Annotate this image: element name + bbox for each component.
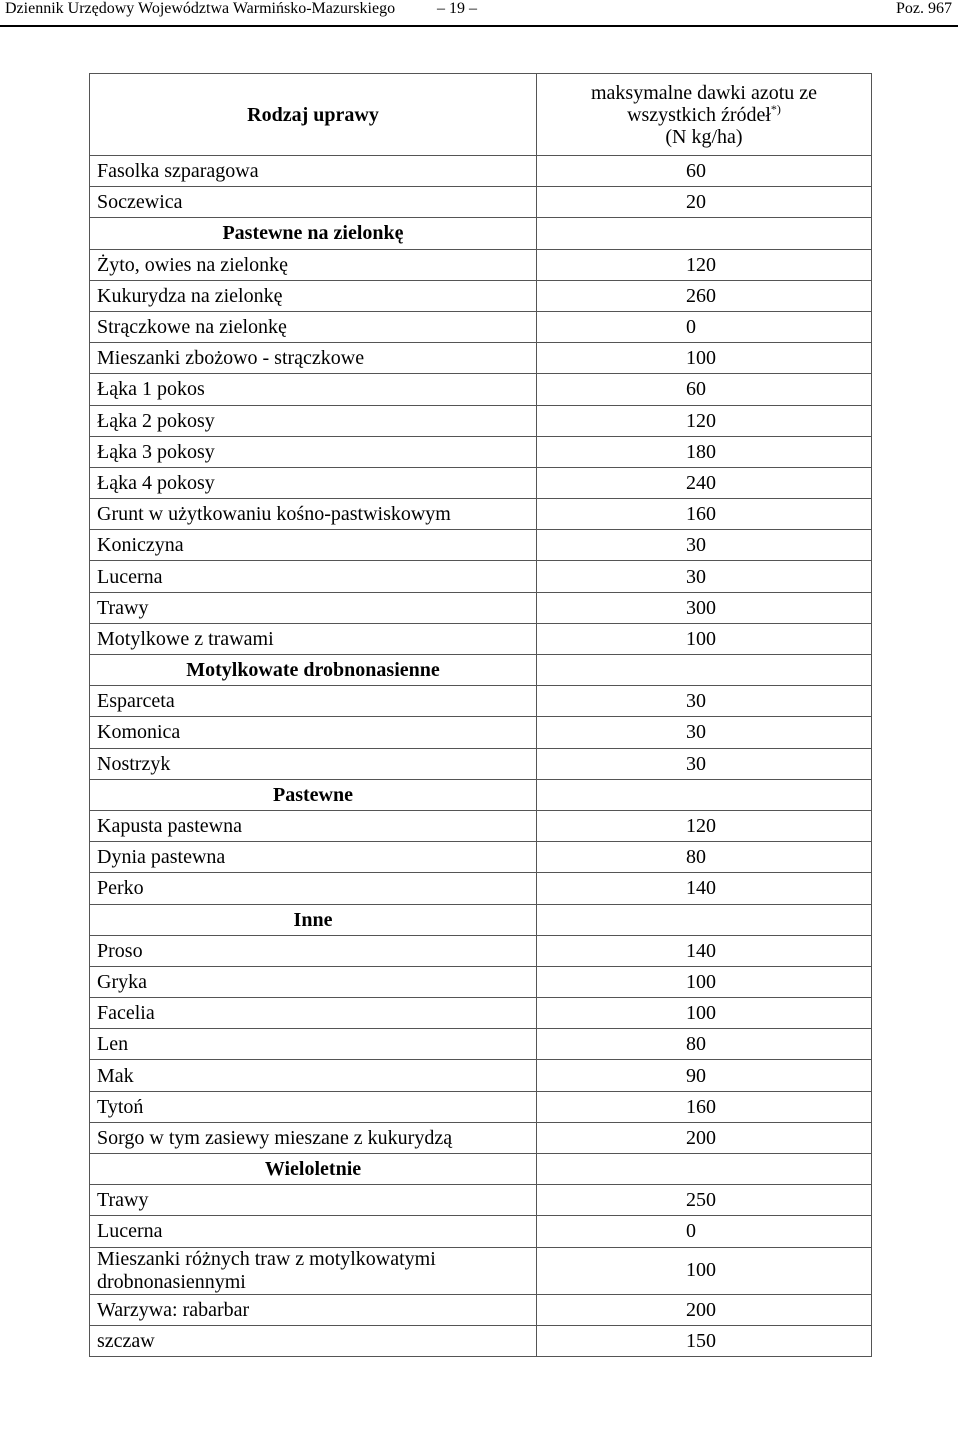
- crop-name: Gryka: [90, 966, 537, 997]
- dose-value: 260: [686, 284, 716, 307]
- crop-name: Fasolka szparagowa: [90, 156, 537, 187]
- table-row: [90, 1325, 872, 1356]
- crop-name: Strączkowe na zielonkę: [90, 311, 537, 342]
- table-row: [90, 1091, 872, 1122]
- table-row: [90, 1294, 872, 1325]
- section-row: [90, 1154, 872, 1185]
- dose-cell: [537, 842, 872, 873]
- crop-name: Facelia: [90, 998, 537, 1029]
- dose-cell: [537, 717, 872, 748]
- dose-cell: [537, 467, 872, 498]
- crop-name: Warzywa: rabarbar: [90, 1294, 537, 1325]
- dose-value: 200: [686, 1126, 716, 1149]
- table-row: [90, 311, 872, 342]
- table-row: [90, 499, 872, 530]
- crop-name: Motylkowe z trawami: [90, 623, 537, 654]
- section-row: [90, 779, 872, 810]
- dose-value: 20: [686, 191, 706, 214]
- dose-cell: [537, 623, 872, 654]
- journal-title: Dziennik Urzędowy Województwa Warmińsko-Mazurskiego: [5, 0, 396, 17]
- dose-value: 120: [686, 815, 716, 838]
- dose-value: 30: [686, 752, 706, 775]
- crop-name: Mieszanki zbożowo - strączkowe: [90, 343, 537, 374]
- dose-value: 30: [686, 721, 706, 744]
- dose-cell: [537, 1325, 872, 1356]
- dose-value: 150: [686, 1329, 716, 1352]
- empty-cell: [537, 655, 872, 686]
- dose-cell: [537, 156, 872, 187]
- dose-cell: [537, 1185, 872, 1216]
- table-row: [90, 561, 872, 592]
- dose-value: 100: [686, 347, 716, 370]
- crop-name: Trawy: [90, 1185, 537, 1216]
- dose-value: 30: [686, 565, 706, 588]
- table-row: [90, 1216, 872, 1247]
- crop-name: Mak: [90, 1060, 537, 1091]
- table-row: [90, 686, 872, 717]
- dose-cell: [537, 810, 872, 841]
- section-row: [90, 218, 872, 249]
- max-dose-header: [537, 74, 872, 156]
- dose-value: 120: [686, 409, 716, 432]
- dose-cell: [537, 499, 872, 530]
- dose-value: 60: [686, 160, 706, 183]
- table-header-row: [90, 74, 872, 156]
- crop-name: szczaw: [90, 1325, 537, 1356]
- dose-cell: [537, 998, 872, 1029]
- dose-value: 300: [686, 596, 716, 619]
- dose-cell: [537, 748, 872, 779]
- dose-cell: [537, 1122, 872, 1153]
- dose-value: 160: [686, 1095, 716, 1118]
- table-row: [90, 842, 872, 873]
- table-row: [90, 717, 872, 748]
- dose-value: 100: [686, 1002, 716, 1025]
- dose-value: 160: [686, 503, 716, 526]
- table-row: [90, 998, 872, 1029]
- section-row: [90, 655, 872, 686]
- dose-value: 30: [686, 534, 706, 557]
- table-row: [90, 1247, 872, 1294]
- table-row: [90, 374, 872, 405]
- dose-cell: [537, 1091, 872, 1122]
- table-row: [90, 935, 872, 966]
- table-row: [90, 873, 872, 904]
- dose-cell: [537, 343, 872, 374]
- dose-value: 180: [686, 440, 716, 463]
- dose-value: 100: [686, 970, 716, 993]
- table-row: [90, 810, 872, 841]
- dose-cell: [537, 966, 872, 997]
- dose-value: 0: [686, 316, 696, 339]
- crop-name: Łąka 4 pokosy: [90, 467, 537, 498]
- section-title: Wieloletnie: [90, 1154, 537, 1185]
- table-row: [90, 1122, 872, 1153]
- dose-cell: [537, 405, 872, 436]
- position-number: Poz. 967: [896, 0, 952, 17]
- table-row: [90, 436, 872, 467]
- crop-name: Esparceta: [90, 686, 537, 717]
- dose-cell: [537, 1029, 872, 1060]
- crop-name: Perko: [90, 873, 537, 904]
- table-row: [90, 280, 872, 311]
- nitrogen-doses-table: [89, 73, 872, 1357]
- dose-cell: [537, 311, 872, 342]
- crop-name: Tytoń: [90, 1091, 537, 1122]
- max-dose-header-line2: wszystkich źródeł: [627, 103, 771, 126]
- crop-name: Żyto, owies na zielonkę: [90, 249, 537, 280]
- table-row: [90, 530, 872, 561]
- table-row: [90, 156, 872, 187]
- dose-value: 90: [686, 1064, 706, 1087]
- header-rule: [0, 25, 958, 27]
- dose-cell: [537, 686, 872, 717]
- crop-type-header: Rodzaj uprawy: [90, 74, 537, 156]
- footnote-mark: *): [770, 101, 781, 116]
- dose-value: 80: [686, 846, 706, 869]
- section-title: Inne: [90, 904, 537, 935]
- table-row: [90, 1029, 872, 1060]
- dose-cell: [537, 1247, 872, 1294]
- crop-name: Len: [90, 1029, 537, 1060]
- dose-cell: [537, 1294, 872, 1325]
- crop-name: Nostrzyk: [90, 748, 537, 779]
- dose-value: 120: [686, 253, 716, 276]
- section-title: Pastewne na zielonkę: [90, 218, 537, 249]
- dose-value: 100: [686, 627, 716, 650]
- table-row: [90, 405, 872, 436]
- crop-name: Kapusta pastewna: [90, 810, 537, 841]
- empty-cell: [537, 779, 872, 810]
- crop-name: Kukurydza na zielonkę: [90, 280, 537, 311]
- section-title: Motylkowate drobnonasienne: [90, 655, 537, 686]
- empty-cell: [537, 904, 872, 935]
- crop-name: Łąka 3 pokosy: [90, 436, 537, 467]
- table-row: [90, 748, 872, 779]
- crop-name: Soczewica: [90, 187, 537, 218]
- dose-value: 200: [686, 1298, 716, 1321]
- max-dose-header-line1: maksymalne dawki azotu ze: [590, 81, 818, 104]
- section-row: [90, 904, 872, 935]
- page-number: – 19 –: [437, 0, 477, 17]
- crop-name: Komonica: [90, 717, 537, 748]
- section-title: Pastewne: [90, 779, 537, 810]
- dose-value: 250: [686, 1189, 716, 1212]
- crop-name: Lucerna: [90, 561, 537, 592]
- crop-name: Proso: [90, 935, 537, 966]
- table-row: [90, 467, 872, 498]
- dose-cell: [537, 530, 872, 561]
- dose-cell: [537, 592, 872, 623]
- dose-cell: [537, 1216, 872, 1247]
- empty-cell: [537, 1154, 872, 1185]
- table-row: [90, 187, 872, 218]
- table-row: [90, 623, 872, 654]
- table-row: [90, 249, 872, 280]
- crop-name: Lucerna: [90, 1216, 537, 1247]
- dose-value: 140: [686, 877, 716, 900]
- table-row: [90, 343, 872, 374]
- dose-value: 240: [686, 471, 716, 494]
- dose-value: 100: [686, 1259, 716, 1282]
- dose-cell: [537, 280, 872, 311]
- page-header: [0, 0, 960, 27]
- empty-cell: [537, 218, 872, 249]
- dose-cell: [537, 561, 872, 592]
- dose-cell: [537, 935, 872, 966]
- table-row: [90, 1185, 872, 1216]
- crop-name: Koniczyna: [90, 530, 537, 561]
- table-row: [90, 592, 872, 623]
- dose-value: 80: [686, 1033, 706, 1056]
- crop-name: Dynia pastewna: [90, 842, 537, 873]
- crop-name: Mieszanki różnych traw z motylkowatymi drobnonasiennymi: [90, 1247, 537, 1294]
- dose-cell: [537, 436, 872, 467]
- dose-value: 0: [686, 1220, 696, 1243]
- table-row: [90, 1060, 872, 1091]
- table-row: [90, 966, 872, 997]
- dose-value: 60: [686, 378, 706, 401]
- dose-value: 140: [686, 939, 716, 962]
- crop-name: Trawy: [90, 592, 537, 623]
- max-dose-header-unit: (N kg/ha): [665, 125, 743, 148]
- dose-cell: [537, 249, 872, 280]
- crop-name: Sorgo w tym zasiewy mieszane z kukurydzą: [90, 1122, 537, 1153]
- dose-cell: [537, 1060, 872, 1091]
- dose-cell: [537, 374, 872, 405]
- crop-name: Grunt w użytkowaniu kośno-pastwiskowym: [90, 499, 537, 530]
- dose-cell: [537, 873, 872, 904]
- crop-name: Łąka 1 pokos: [90, 374, 537, 405]
- dose-value: 30: [686, 690, 706, 713]
- crop-name: Łąka 2 pokosy: [90, 405, 537, 436]
- dose-cell: [537, 187, 872, 218]
